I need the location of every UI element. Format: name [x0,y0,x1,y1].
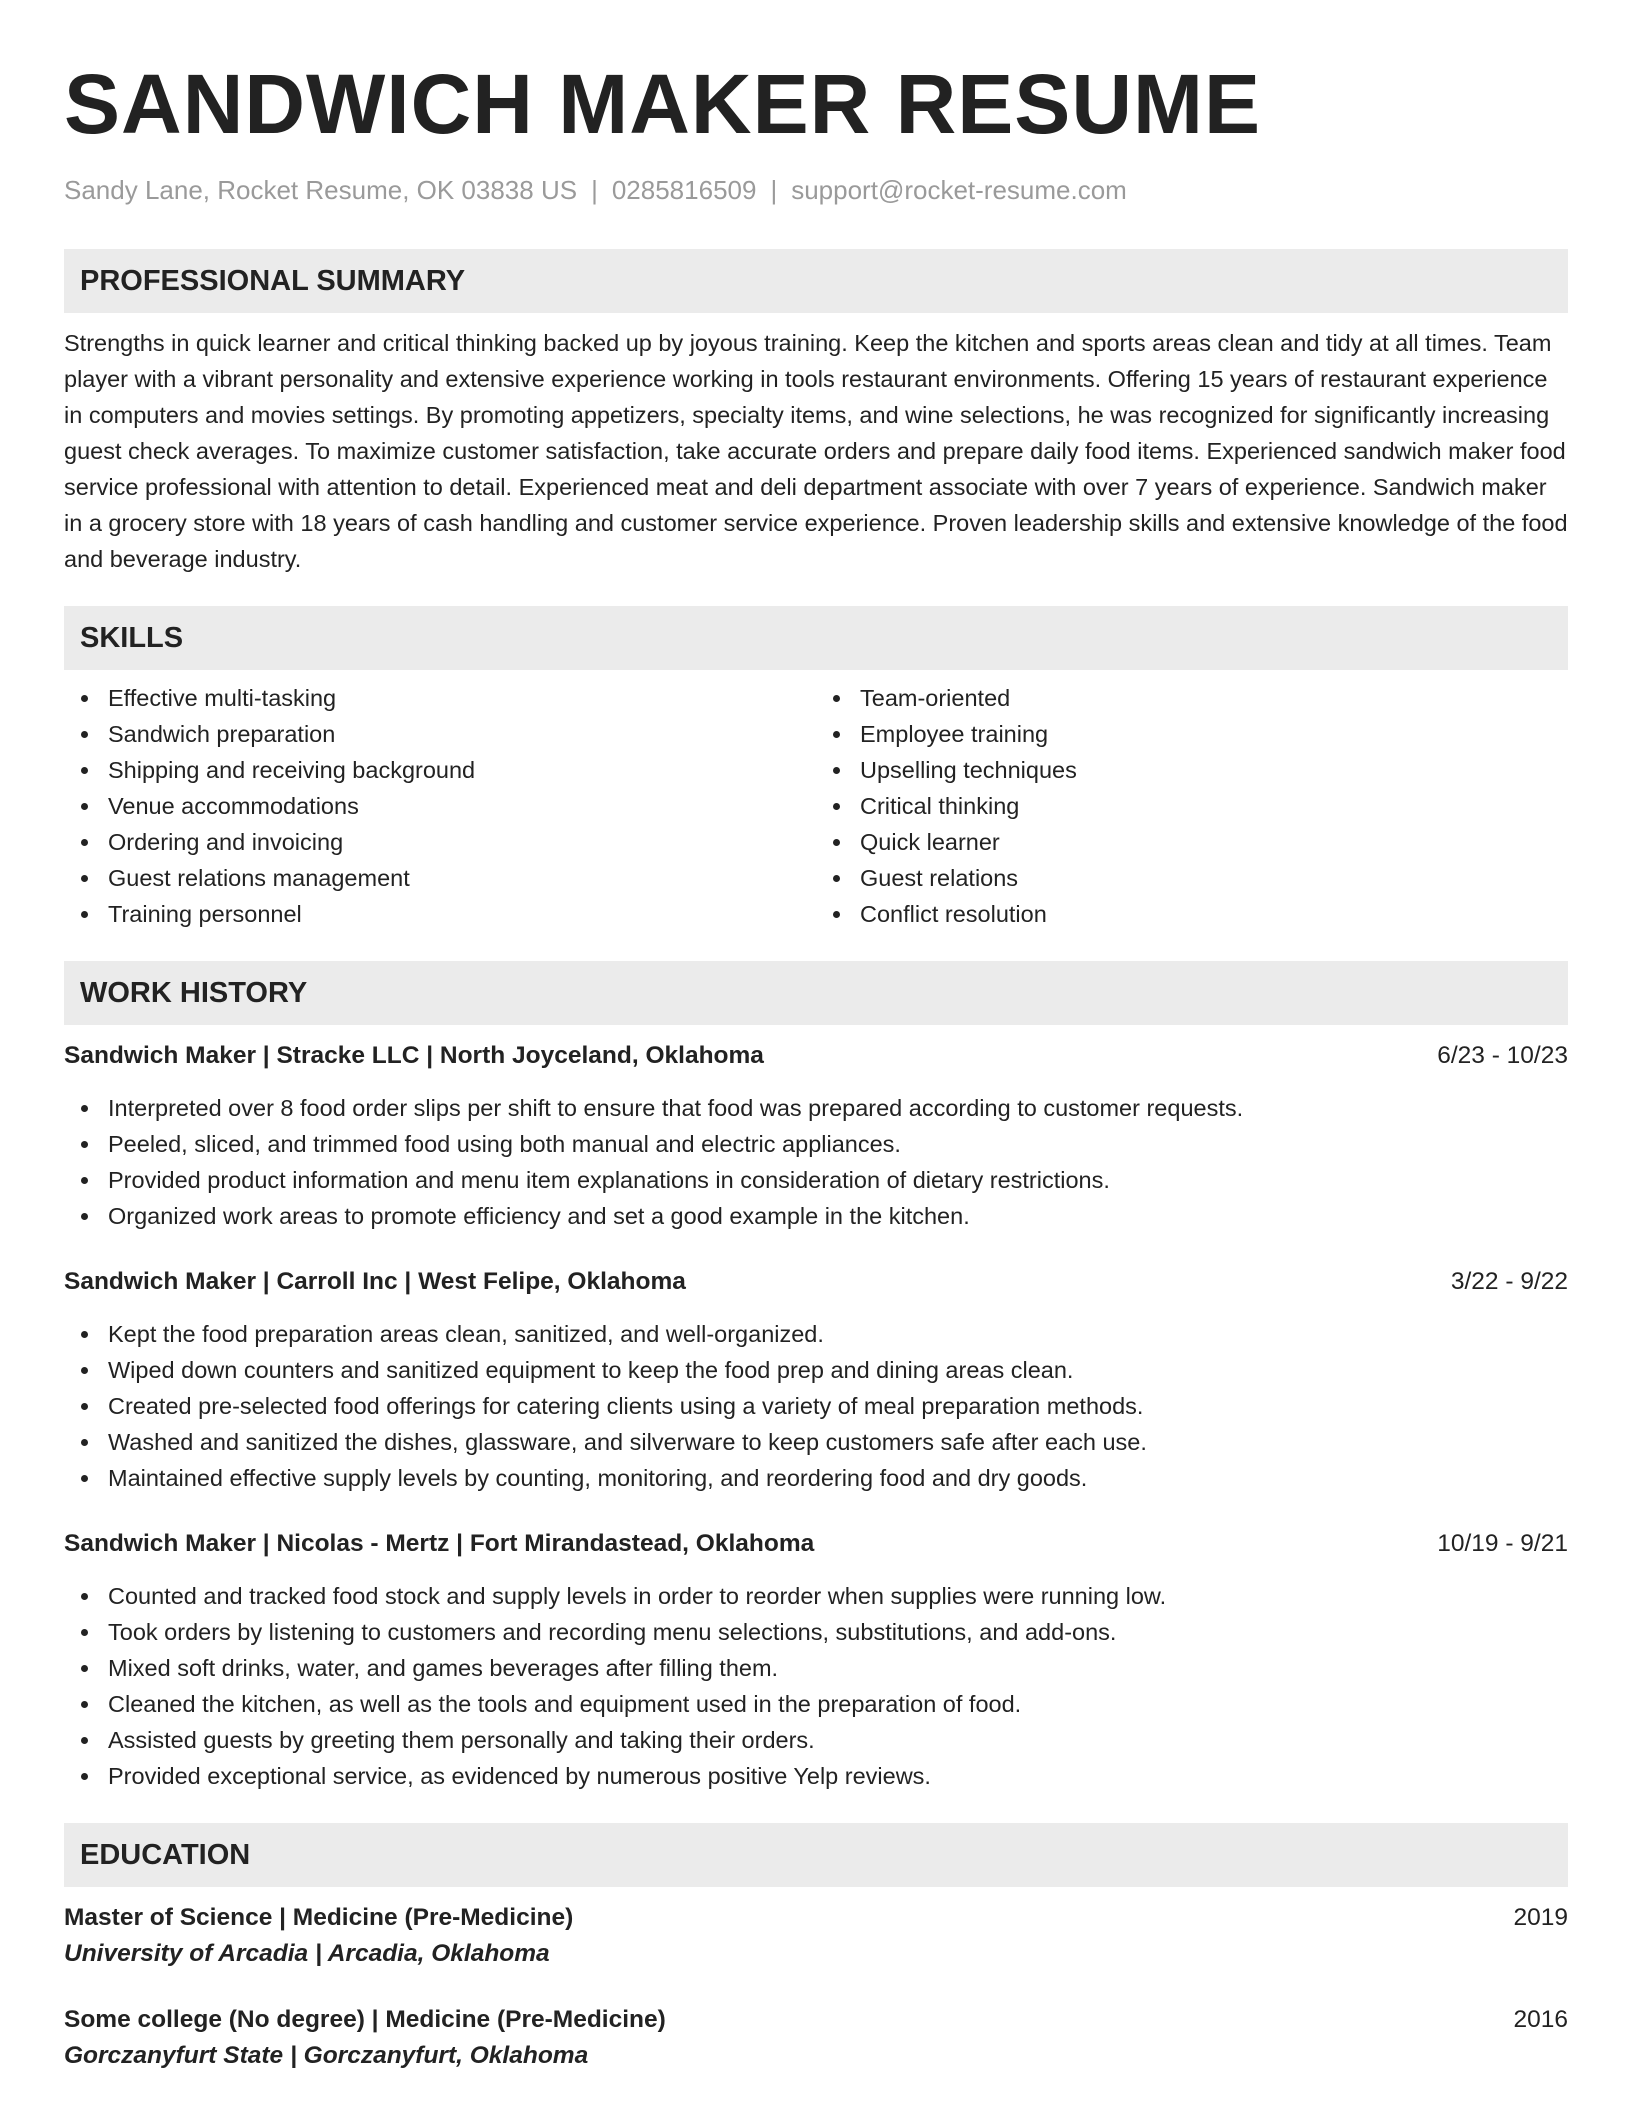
skills-column-right [816,680,1568,932]
job-duty: Washed and sanitized the dishes, glassware, and silverware to keep customers safe after each use. [64,1424,1568,1460]
skill-item: Guest relations [816,860,1568,896]
contact-separator: | [770,175,778,205]
section-heading-work-history: WORK HISTORY [64,961,1568,1025]
skill-item: Shipping and receiving background [64,752,816,788]
skill-item: Team-oriented [816,680,1568,716]
skills-column-left [64,680,816,932]
skill-item: Training personnel [64,896,816,932]
job-dates: 3/22 - 9/22 [1450,1268,1568,1295]
education-degree: Some college (No degree) | Medicine (Pre-Medicine) [64,2006,666,2033]
skill-item: Conflict resolution [816,896,1568,932]
job-dates: 10/19 - 9/21 [1437,1530,1568,1557]
job-duty: Assisted guests by greeting them personally and taking their orders. [64,1722,1568,1758]
job-duty: Counted and tracked food stock and supply levels in order to reorder when supplies were running low. [64,1578,1568,1614]
job-duties [64,1578,1568,1794]
job-duty: Created pre-selected food offerings for catering clients using a variety of meal preparation methods. [64,1388,1568,1424]
summary-text: Strengths in quick learner and critical thinking backed up by joyous training. Keep the kitchen and sports areas clean and tidy at all times. Team player with a vibrant personality and extensive experience working in tools restaurant environments. Offering 15 years of restaurant experience in computers and movies settings. By promoting appetizers, specialty items, and wine selections, he was recognized for significantly increasing guest check averages. To maximize customer satisfaction, take accurate orders and prepare daily food items. Experienced sandwich maker food service professional with attention to detail. Experienced meat and deli department associate with over 7 years of experience. Sandwich maker in a grocery store with 18 years of cash handling and customer service experience. Proven leadership skills and extensive knowledge of the food and beverage industry. [64,330,1568,572]
job-header [64,1264,1568,1300]
skill-item: Venue accommodations [64,788,816,824]
contact-address: Sandy Lane, Rocket Resume, OK 03838 US [64,175,578,205]
job-duties [64,1316,1568,1496]
job-title: Sandwich Maker | Carroll Inc | West Felipe, Oklahoma [64,1268,686,1295]
job-duty: Provided product information and menu item explanations in consideration of dietary restrictions. [64,1162,1568,1198]
skill-item: Ordering and invoicing [64,824,816,860]
education-degree: Master of Science | Medicine (Pre-Medicine) [64,1904,574,1931]
section-heading-summary: PROFESSIONAL SUMMARY [64,249,1568,313]
education-school: University of Arcadia | Arcadia, Oklahoma [64,1940,550,1967]
contact-separator: | [591,175,598,205]
contact-phone: 0285816509 [611,175,757,205]
skill-item: Effective multi-tasking [64,680,816,716]
resume-title: SANDWICH MAKER RESUME [64,57,1261,151]
education-header [64,1900,1568,1936]
job-title: Sandwich Maker | Nicolas - Mertz | Fort Mirandastead, Oklahoma [64,1530,815,1557]
job-title: Sandwich Maker | Stracke LLC | North Joyceland, Oklahoma [64,1042,764,1069]
education-school: Gorczanyfurt State | Gorczanyfurt, Oklahoma [64,2042,589,2069]
job-duty: Wiped down counters and sanitized equipment to keep the food prep and dining areas clean. [64,1352,1568,1388]
job-entry [64,1526,1568,1794]
education-entry [64,2002,1568,2074]
education-entry [64,1900,1568,1972]
job-duty: Cleaned the kitchen, as well as the tools and equipment used in the preparation of food. [64,1686,1568,1722]
skill-item: Guest relations management [64,860,816,896]
education-year: 2016 [1513,2006,1568,2033]
job-dates: 6/23 - 10/23 [1437,1042,1568,1069]
skill-item: Quick learner [816,824,1568,860]
job-entry [64,1038,1568,1234]
job-header [64,1038,1568,1074]
contact-line [64,172,1568,208]
skill-item: Employee training [816,716,1568,752]
section-heading-skills: SKILLS [64,606,1568,670]
job-duty: Peeled, sliced, and trimmed food using both manual and electric appliances. [64,1126,1568,1162]
contact-email: support@rocket-resume.com [791,175,1127,205]
skills-list [64,680,1568,932]
job-entry [64,1264,1568,1496]
job-duty: Maintained effective supply levels by counting, monitoring, and reordering food and dry goods. [64,1460,1568,1496]
job-duty: Mixed soft drinks, water, and games beverages after filling them. [64,1650,1568,1686]
section-heading-education: EDUCATION [64,1823,1568,1887]
education-header [64,2002,1568,2038]
job-duty: Took orders by listening to customers and recording menu selections, substitutions, and add-ons. [64,1614,1568,1650]
skill-item: Sandwich preparation [64,716,816,752]
skill-item: Upselling techniques [816,752,1568,788]
job-duty: Provided exceptional service, as evidenced by numerous positive Yelp reviews. [64,1758,1568,1794]
resume-page [64,0,1568,2074]
job-duty: Organized work areas to promote efficiency and set a good example in the kitchen. [64,1198,1568,1234]
skill-item: Critical thinking [816,788,1568,824]
job-duties [64,1090,1568,1234]
job-duty: Interpreted over 8 food order slips per shift to ensure that food was prepared according to customer requests. [64,1090,1568,1126]
job-duty: Kept the food preparation areas clean, sanitized, and well-organized. [64,1316,1568,1352]
education-year: 2019 [1513,1904,1568,1931]
job-header [64,1526,1568,1562]
